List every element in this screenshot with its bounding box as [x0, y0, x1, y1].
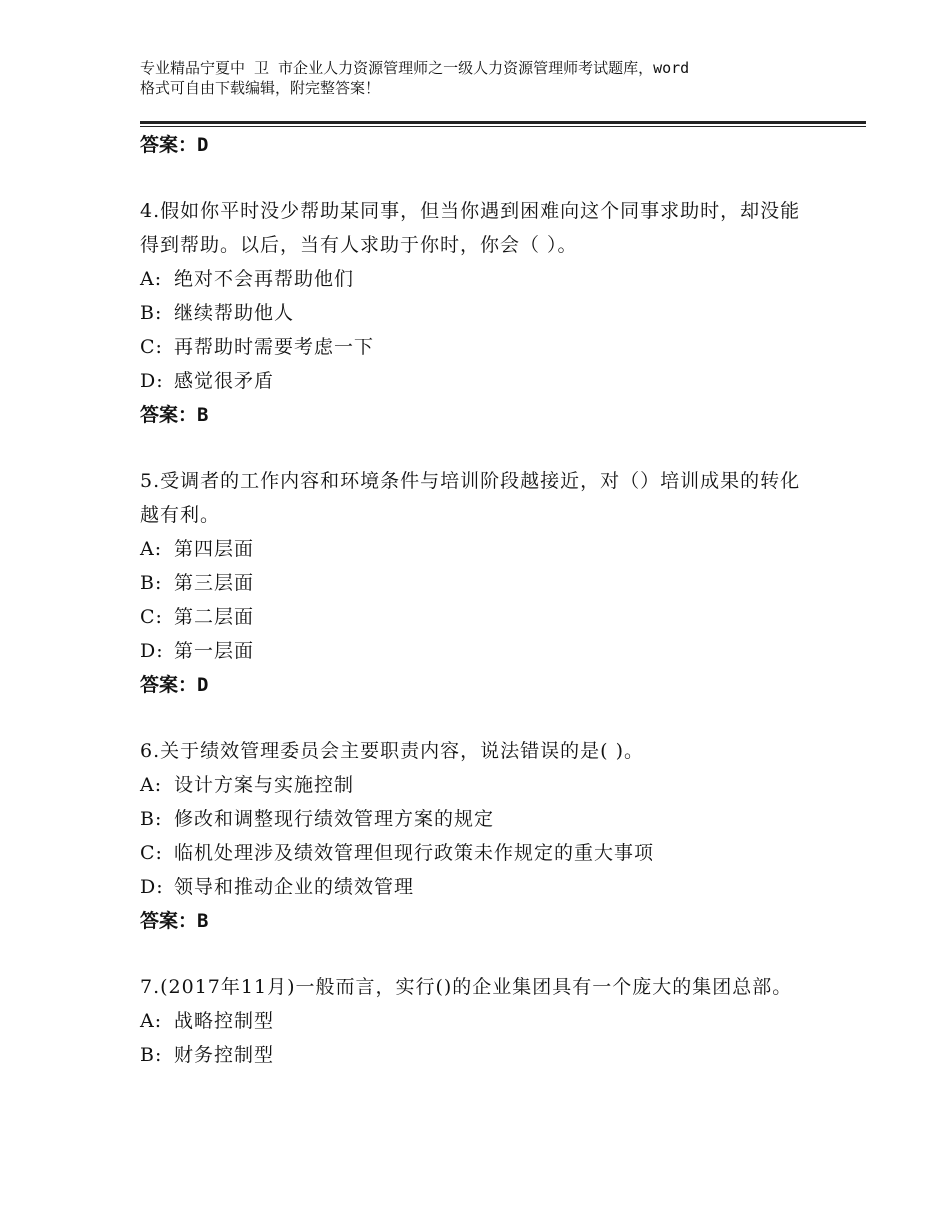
- answer-line: [140, 668, 820, 702]
- option-d: [140, 364, 820, 398]
- option-text: 继续帮助他人: [174, 302, 295, 324]
- question-text: 7.(2017年11月)一般而言，实行()的企业集团具有一个庞大的集团总部。: [140, 976, 793, 998]
- answer-line: [140, 904, 820, 938]
- option-b: [140, 802, 820, 836]
- header-divider-thin: [140, 126, 866, 127]
- question-block: [140, 194, 820, 432]
- option-d: [140, 634, 820, 668]
- answer-value: D: [197, 674, 209, 696]
- question-block: [140, 970, 820, 1072]
- option-text: 第一层面: [174, 640, 255, 662]
- option-d: [140, 870, 820, 904]
- option-letter: A:: [140, 1010, 163, 1032]
- option-c: [140, 836, 820, 870]
- option-b: [140, 296, 820, 330]
- option-text: 临机处理涉及绩效管理但现行政策未作规定的重大事项: [174, 842, 655, 864]
- answer-label: 答案：: [140, 674, 198, 696]
- question-list: [140, 128, 820, 1072]
- option-a: [140, 532, 820, 566]
- question-text: 4.假如你平时没少帮助某同事，但当你遇到困难向这个同事求助时，却没能得到帮助。以后，当有人求助于你时，你会（ ）。: [140, 200, 801, 256]
- option-letter: A:: [140, 538, 163, 560]
- option-letter: C:: [140, 336, 163, 358]
- option-a: [140, 768, 820, 802]
- option-text: 领导和推动企业的绩效管理: [174, 876, 415, 898]
- option-text: 设计方案与实施控制: [174, 774, 355, 796]
- option-letter: A:: [140, 774, 163, 796]
- option-letter: D:: [140, 876, 164, 898]
- answer-line: [140, 128, 820, 162]
- option-text: 绝对不会再帮助他们: [174, 268, 355, 290]
- option-text: 感觉很矛盾: [174, 370, 275, 392]
- option-text: 第二层面: [174, 606, 255, 628]
- option-text: 第四层面: [174, 538, 255, 560]
- answer-label: 答案：: [140, 134, 198, 156]
- option-letter: D:: [140, 640, 164, 662]
- option-a: [140, 1004, 820, 1038]
- document-header: [140, 58, 840, 98]
- question-block: [140, 734, 820, 938]
- option-letter: C:: [140, 842, 163, 864]
- option-text: 财务控制型: [174, 1044, 275, 1066]
- answer-line: [140, 398, 820, 432]
- option-b: [140, 566, 820, 600]
- option-letter: B:: [140, 302, 163, 324]
- header-line-2: 格式可自由下载编辑，附完整答案！: [140, 79, 381, 97]
- option-letter: B:: [140, 808, 163, 830]
- question-block: [140, 464, 820, 702]
- answer-label: 答案：: [140, 910, 198, 932]
- option-text: 修改和调整现行绩效管理方案的规定: [174, 808, 495, 830]
- option-text: 战略控制型: [174, 1010, 275, 1032]
- option-letter: D:: [140, 370, 164, 392]
- answer-label: 答案：: [140, 404, 198, 426]
- answer-value: B: [197, 910, 209, 932]
- option-c: [140, 600, 820, 634]
- answer-value: D: [197, 134, 209, 156]
- header-line-1: 专业精品宁夏中 卫 市企业人力资源管理师之一级人力资源管理师考试题库，word: [140, 59, 690, 77]
- option-letter: C:: [140, 606, 163, 628]
- option-b: [140, 1038, 820, 1072]
- question-text: 5.受调者的工作内容和环境条件与培训阶段越接近，对（）培训成果的转化越有利。: [140, 470, 801, 526]
- answer-value: B: [197, 404, 209, 426]
- question-text: 6.关于绩效管理委员会主要职责内容，说法错误的是( )。: [140, 740, 644, 762]
- option-letter: A:: [140, 268, 163, 290]
- option-a: [140, 262, 820, 296]
- option-text: 第三层面: [174, 572, 255, 594]
- option-text: 再帮助时需要考虑一下: [174, 336, 375, 358]
- option-letter: B:: [140, 572, 163, 594]
- option-letter: B:: [140, 1044, 163, 1066]
- header-divider-thick: [140, 121, 866, 124]
- option-c: [140, 330, 820, 364]
